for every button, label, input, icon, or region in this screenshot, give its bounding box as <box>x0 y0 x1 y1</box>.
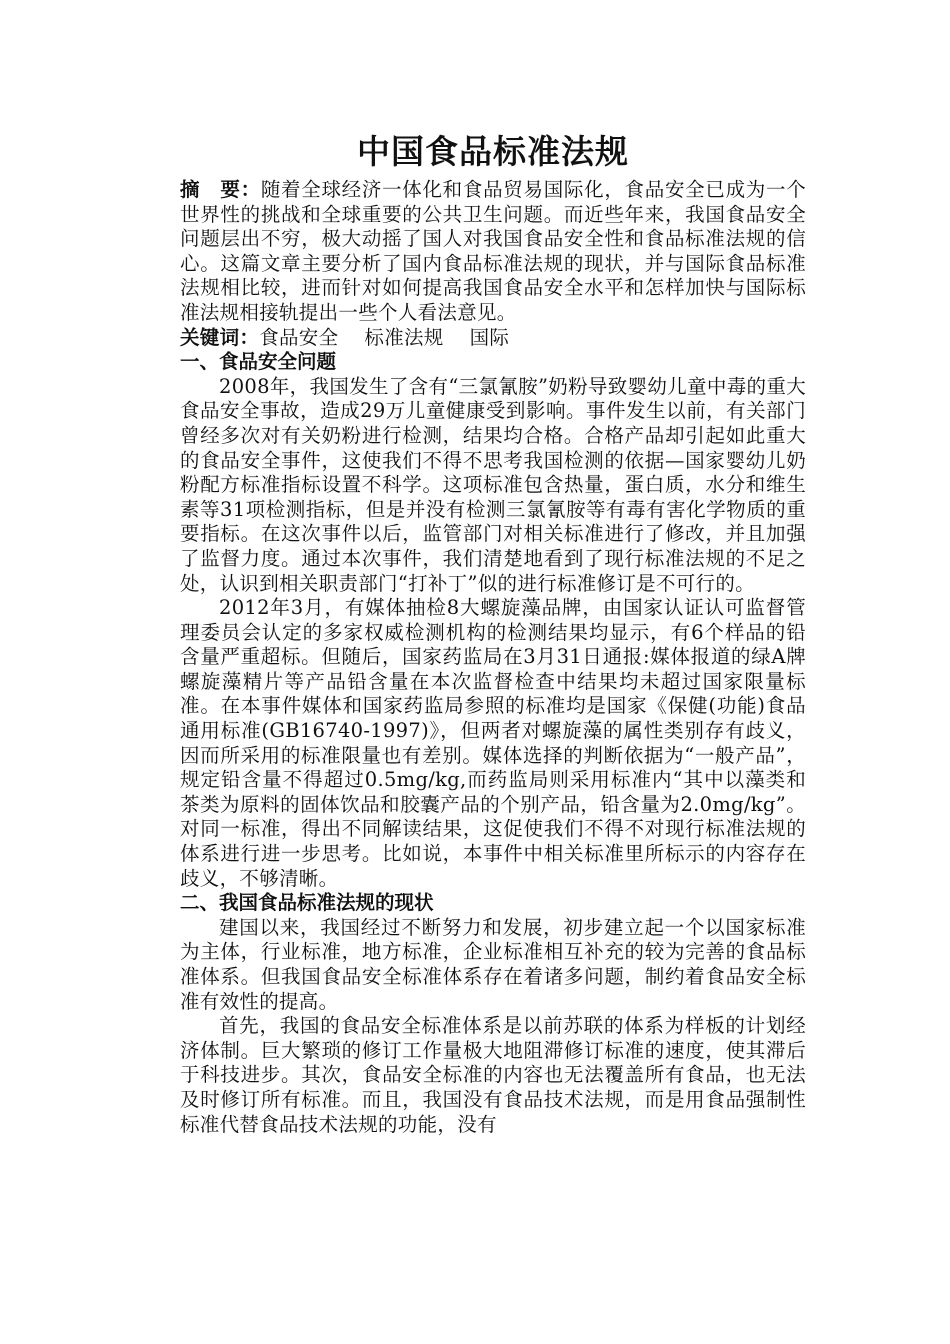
keyword-item: 食品安全 <box>259 325 339 349</box>
document-title: 中国食品标准法规 <box>357 132 629 171</box>
section-heading-current-status: 二、我国食品标准法规的现状 <box>180 891 434 915</box>
abstract-text: 随着全球经济一体化和食品贸易国际化，食品安全已成为一个世界性的挑战和全球重要的公共卫生问题。而近些年来，我国食品安全问题层出不穷，极大动摇了国人对我国食品安全性和食品标准法规的信心。这篇文章主要分析了国内食品标准法规的现状，并与国际食品标准法规相比较，进而针对如何提高我国食品安全水平和怎样加快与国际标准法规相接轨提出一些个人看法意见。 <box>180 178 806 324</box>
body-paragraph: 2008年，我国发生了含有“三氯氰胺”奶粉导致婴幼儿童中毒的重大食品安全事故，造成29万儿童健康受到影响。事件发生以前，有关部门曾经多次对有关奶粉进行检测，结果均合格。合格产品却引起如此重大的食品安全事件，这使我们不得不思考我国检测的依据—国家婴幼儿奶粉配方标准指标设置不科学。这项标准包含热量，蛋白质，水分和维生素等31项检测指标，但是并没有检测三氯氰胺等有毒有害化学物质的重要指标。在这次事件以后，监管部门对相关标准进行了修改，并且加强了监督力度。通过本次事件，我们清楚地看到了现行标准法规的不足之处，认识到相关职责部门“打补丁”似的进行标准修订是不可行的。 <box>180 374 806 595</box>
abstract-label: 摘 要： <box>180 178 261 201</box>
body-paragraph: 2012年3月，有媒体抽检8大螺旋藻品牌，由国家认证认可监督管理委员会认定的多家权威检测机构的检测结果均显示，有6个样品的铅含量严重超标。但随后，国家药监局在3月31日通报:媒体报道的绿A牌螺旋藻精片等产品铅含量在本次监督检查中结果均未超过国家限量标准。在本事件媒体和国家药监局参照的标准均是国家《保健(功能)食品通用标准(GB16740-1997)》，但两者对螺旋藻的属性类别存有歧义，因而所采用的标准限量也有差别。媒体选择的判断依据为“一般产品”，规定铅含量不得超过0.5mg/kg,而药监局则采用标准内“其中以藻类和茶类为原料的固体饮品和胶囊产品的个别产品，铅含量为2.0mg/kg”。对同一标准，得出不同解读结果，这促使我们不得不对现行标准法规的体系进行进一步思考。比如说，本事件中相关标准里所标示的内容存在歧义，不够清晰。 <box>180 596 806 890</box>
abstract <box>180 178 806 326</box>
keyword-item: 国际 <box>469 325 510 349</box>
body-paragraph: 首先，我国的食品安全标准体系是以前苏联的体系为样板的计划经济体制。巨大繁琐的修订工作量极大地阻滞修订标准的速度，使其滞后于科技进步。其次，食品安全标准的内容也无法覆盖所有食品，也无法及时修订所有标准。而且，我国没有食品技术法规，而是用食品强制性标准代替食品技术法规的功能，没有 <box>180 1014 806 1136</box>
body-paragraph: 建国以来，我国经过不断努力和发展，初步建立起一个以国家标准为主体，行业标准，地方标准，企业标准相互补充的较为完善的食品标准体系。但我国食品安全标准体系存在着诸多问题，制约着食品安全标准有效性的提高。 <box>180 915 806 1013</box>
keyword-item: 标准法规 <box>364 325 444 349</box>
section-heading-food-safety: 一、食品安全问题 <box>180 350 337 374</box>
keywords <box>180 326 806 351</box>
keywords-label: 关键词： <box>180 325 260 349</box>
document-page <box>180 128 806 1137</box>
